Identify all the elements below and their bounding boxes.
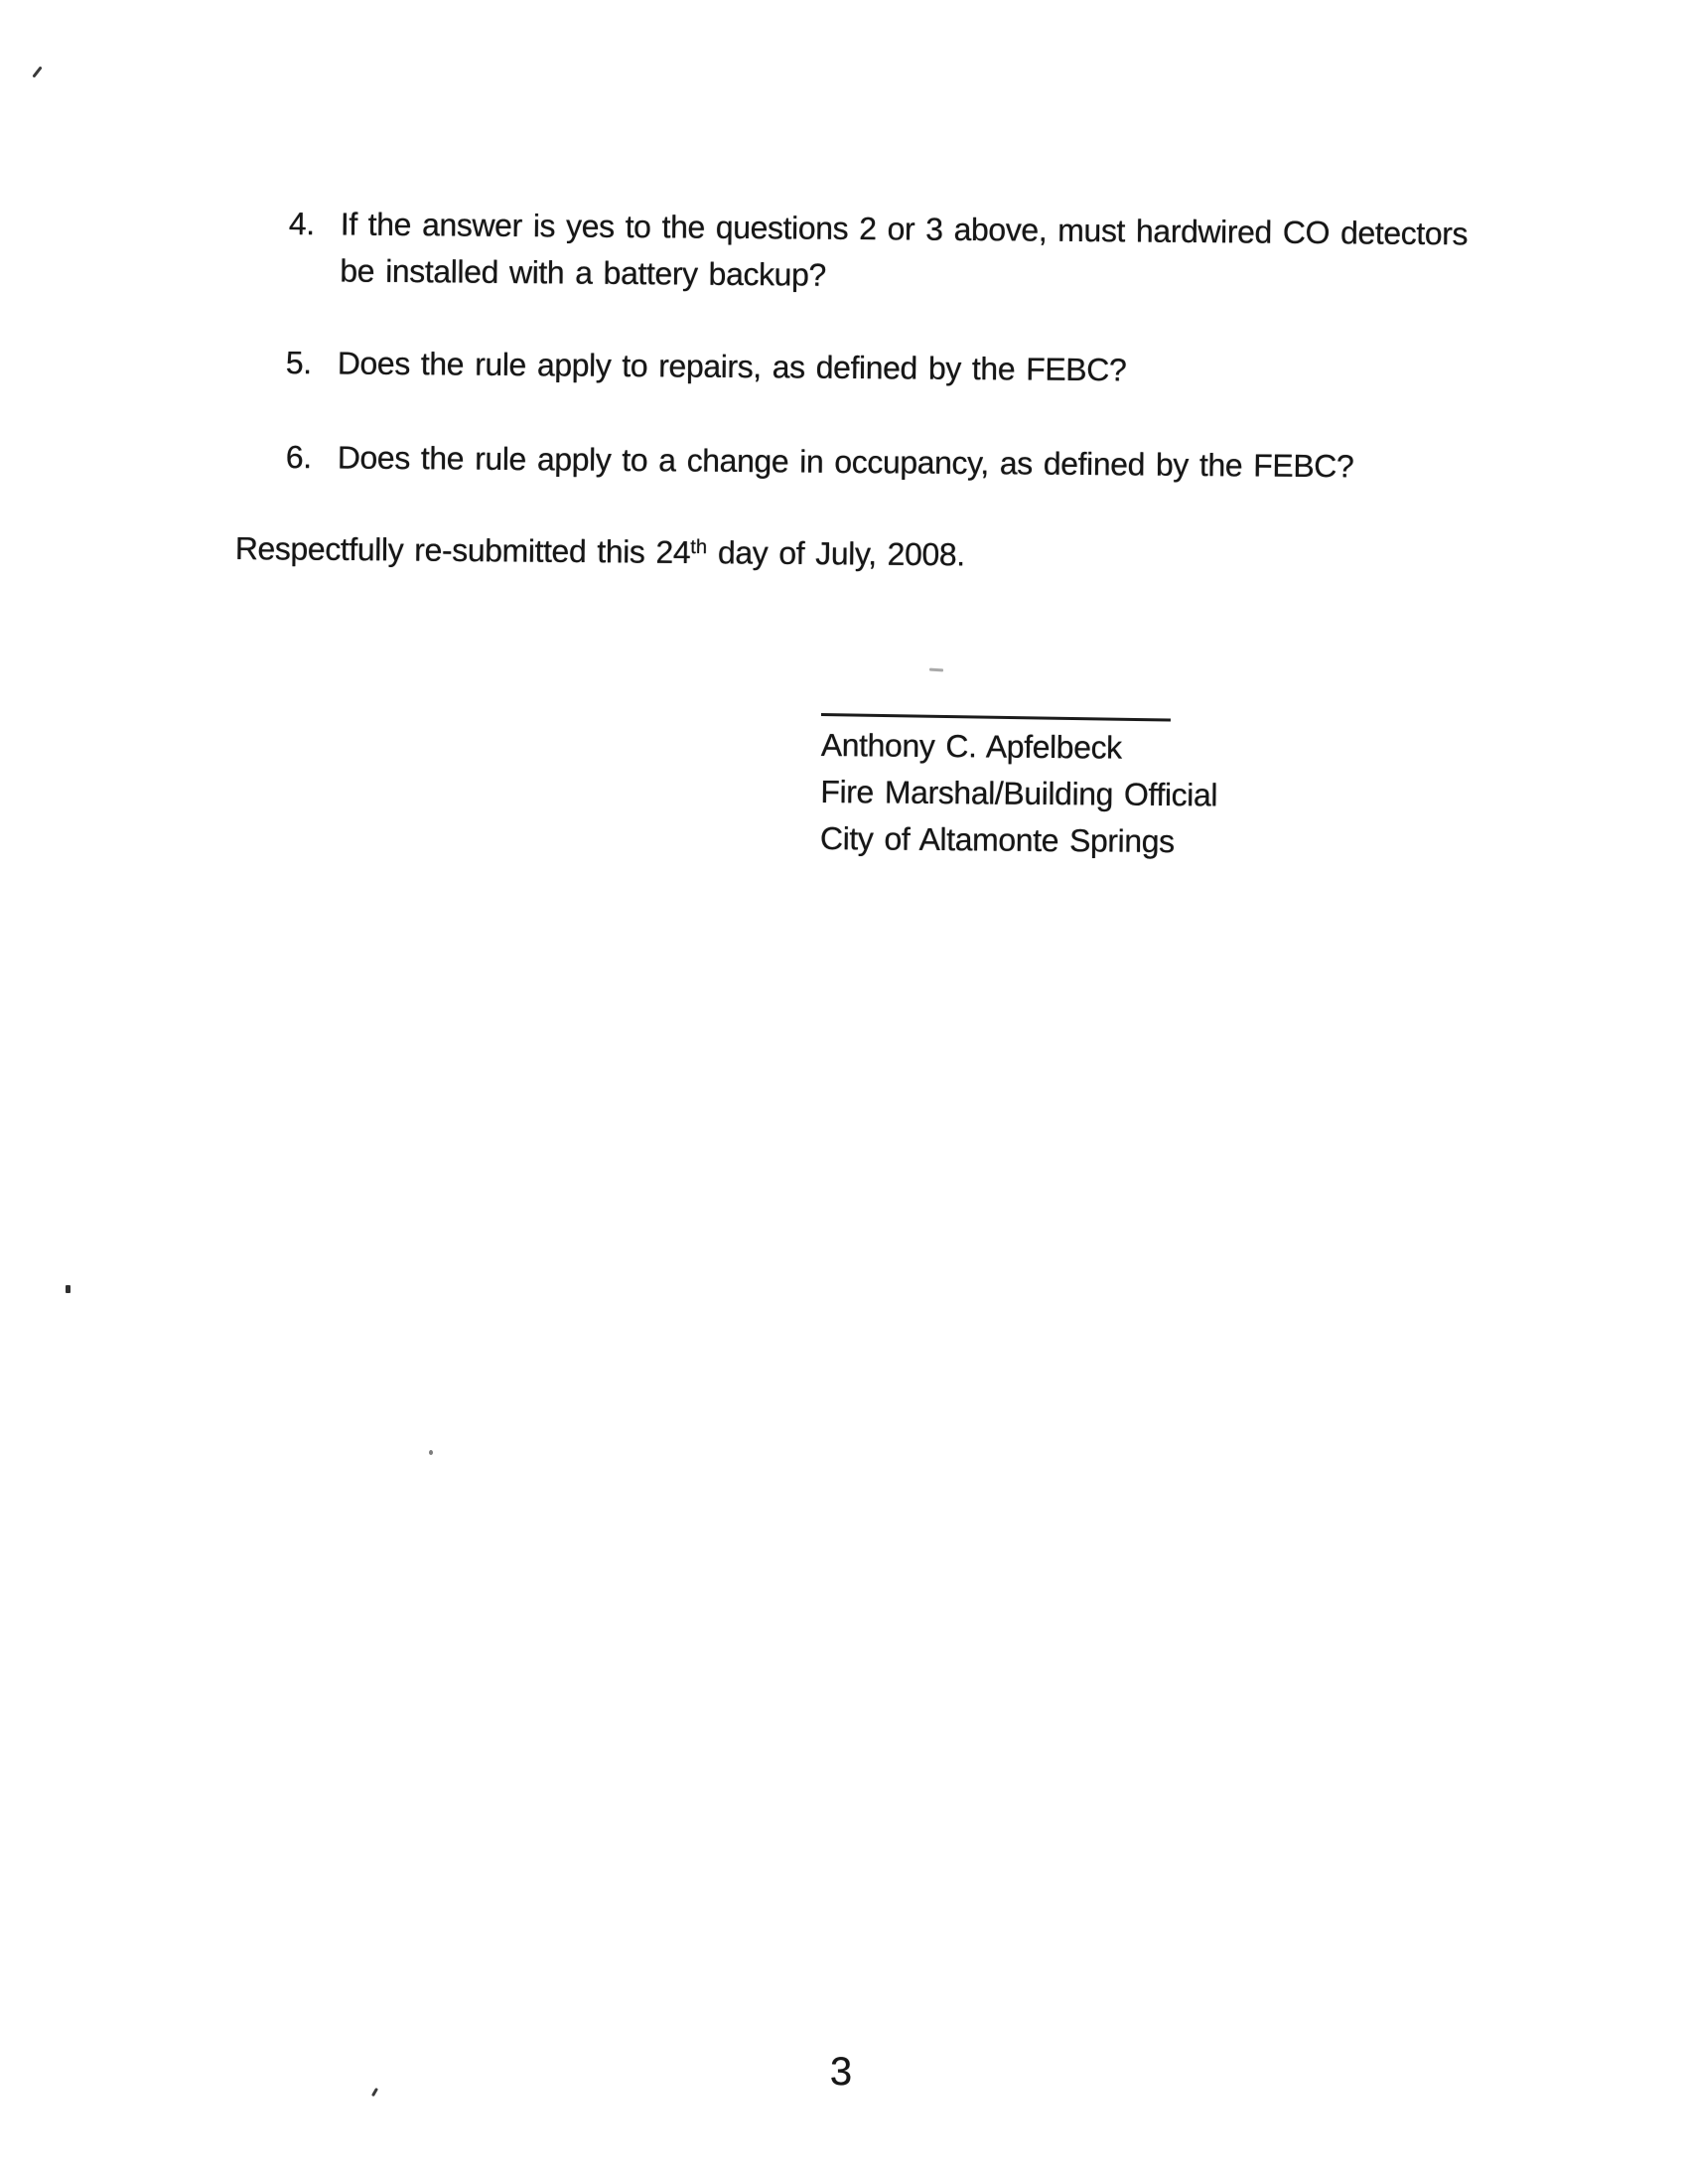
question-4-text bbox=[340, 201, 1468, 304]
question-5-text bbox=[338, 340, 1127, 393]
signature-title: Fire Marshal/Building Official bbox=[820, 773, 1218, 813]
question-4-number: 4. bbox=[288, 205, 315, 242]
question-4-line-1: If the answer is yes to the questions 2 or 3 above, must hardwired CO detectors bbox=[340, 206, 1469, 252]
scan-speck-left-margin bbox=[66, 1285, 70, 1293]
signature-rule-line bbox=[821, 713, 1171, 722]
question-5-line-1: Does the rule apply to repairs, as defined by the FEBC? bbox=[337, 345, 1127, 388]
question-item-5 bbox=[286, 340, 1127, 393]
page-number: 3 bbox=[829, 2050, 852, 2095]
question-5-number: 5. bbox=[285, 344, 312, 381]
scan-speck-middle bbox=[429, 1450, 433, 1455]
question-6-text bbox=[338, 434, 1354, 490]
question-6-number: 6. bbox=[285, 438, 312, 476]
question-6-line-1: Does the rule apply to a change in occupancy, as defined by the FEBC? bbox=[337, 439, 1354, 485]
question-item-4 bbox=[288, 201, 1468, 304]
closing-prefix: Respectfully re-submitted this 24 bbox=[234, 529, 691, 570]
closing-statement bbox=[235, 525, 965, 583]
scan-speck-bottom bbox=[371, 2088, 378, 2097]
scan-speck-above-signature bbox=[929, 668, 943, 672]
question-4-line-2: be installed with a battery backup? bbox=[340, 252, 827, 293]
signature-block bbox=[820, 722, 1218, 865]
signature-organization: City of Altamonte Springs bbox=[819, 819, 1175, 860]
question-item-6 bbox=[286, 434, 1354, 490]
closing-suffix: day of July, 2008. bbox=[706, 534, 965, 573]
scan-speck-top-left bbox=[32, 66, 42, 77]
signature-name: Anthony C. Apfelbeck bbox=[820, 726, 1122, 766]
closing-ordinal-superscript: th bbox=[690, 536, 708, 559]
